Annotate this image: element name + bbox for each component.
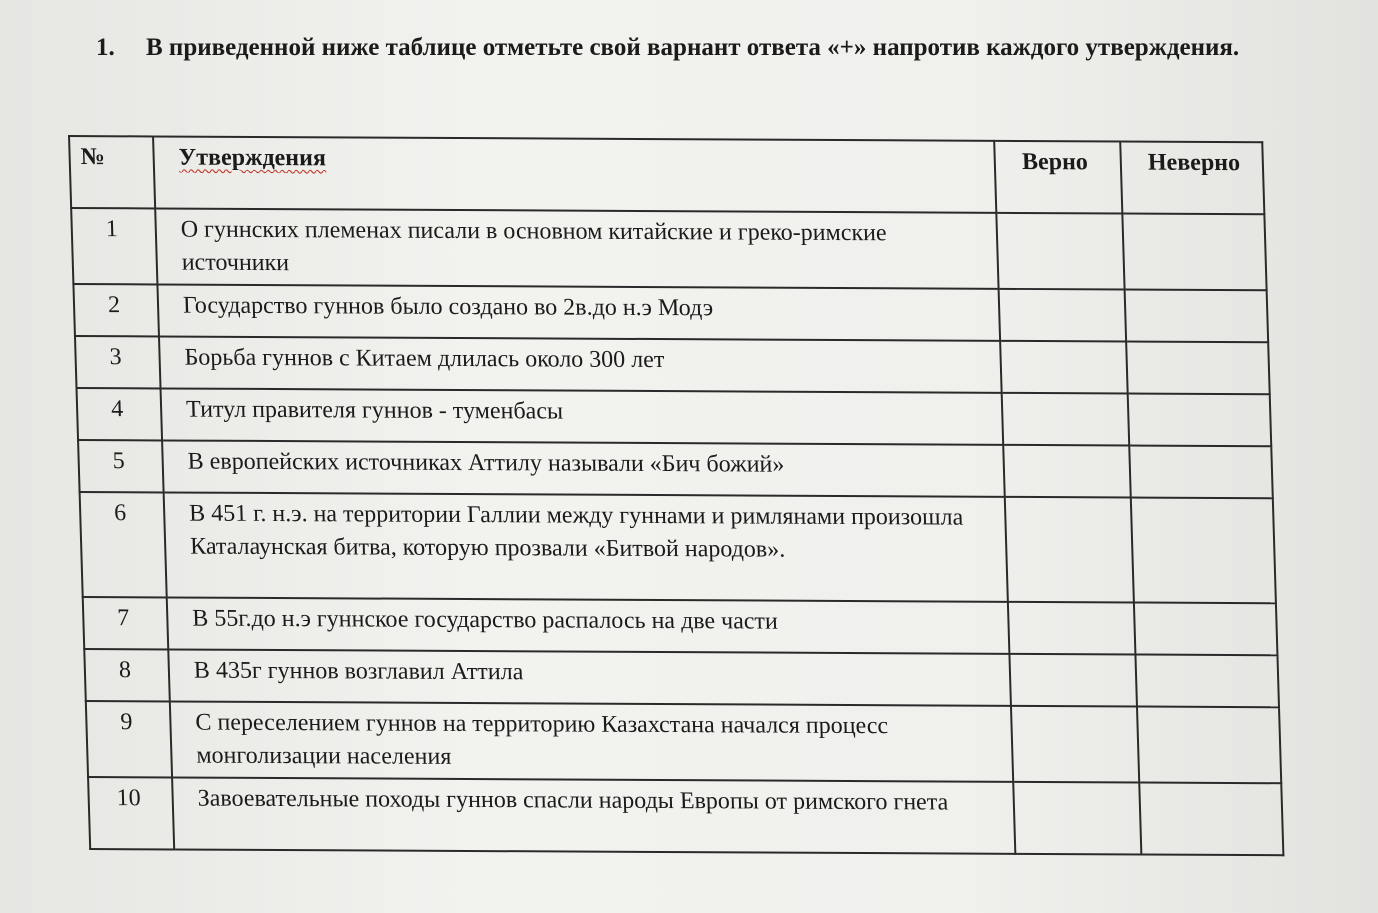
row-true-cell[interactable] <box>1013 782 1141 855</box>
row-statement: В 451 г. н.э. на территории Галлии между гуннами и римлянами произошла Каталаунская битва, которую прозвали «Битвой народов». <box>164 492 1008 601</box>
table-row <box>77 388 1272 446</box>
row-false-cell[interactable] <box>1134 603 1277 656</box>
row-true-cell[interactable] <box>999 289 1126 342</box>
answers-table <box>68 135 1284 856</box>
row-statement: Титул правителя гуннов - туменбасы <box>160 388 1003 444</box>
row-true-cell[interactable] <box>1000 341 1127 394</box>
table-row <box>75 336 1270 394</box>
row-true-cell[interactable] <box>1005 497 1134 603</box>
row-number: 7 <box>83 597 169 649</box>
row-number: 10 <box>88 777 174 849</box>
header-statements <box>153 136 996 212</box>
row-number: 9 <box>86 701 172 777</box>
row-statement: О гуннских племенах писали в основном китайские и греко-римские источники <box>155 208 999 288</box>
header-statements-label: Утверждения <box>178 144 327 172</box>
question-text: В приведенной ниже таблице отметьте свой варнант ответа «+» напротив каждого утверждения. <box>146 34 1240 61</box>
header-true: Верно <box>994 141 1122 214</box>
row-true-cell[interactable] <box>1002 393 1129 446</box>
row-false-cell[interactable] <box>1137 707 1281 784</box>
row-number: 6 <box>80 492 167 597</box>
question-number: 1. <box>96 34 115 61</box>
table-row <box>84 649 1279 707</box>
table-row <box>73 284 1268 342</box>
row-false-cell[interactable] <box>1122 214 1266 291</box>
table-row <box>88 777 1283 855</box>
row-statement: Борьба гуннов с Китаем длилась около 300 лет <box>159 336 1002 392</box>
header-number: № <box>69 136 155 208</box>
row-statement: С переселением гуннов на территорию Казахстана начался процесс монголизации населения <box>170 701 1014 781</box>
row-true-cell[interactable] <box>1011 706 1139 783</box>
row-statement: В европейских источниках Аттилу называли «Бич божий» <box>162 440 1005 496</box>
row-statement: В 435г гуннов возглавил Аттила <box>168 649 1011 705</box>
row-true-cell[interactable] <box>1010 654 1137 707</box>
row-number: 2 <box>73 284 159 336</box>
table-row <box>80 492 1276 603</box>
table-header-row <box>69 136 1264 214</box>
row-statement: В 55г.до н.э гуннское государство распалось на две части <box>167 597 1010 653</box>
row-false-cell[interactable] <box>1128 394 1271 447</box>
row-number: 5 <box>78 440 164 492</box>
row-number: 4 <box>77 388 163 440</box>
row-false-cell[interactable] <box>1139 782 1283 855</box>
table-row <box>78 440 1273 498</box>
row-true-cell[interactable] <box>1003 445 1130 498</box>
table-row <box>71 208 1266 290</box>
row-false-cell[interactable] <box>1126 342 1269 395</box>
header-false: Неверно <box>1120 142 1264 215</box>
row-false-cell[interactable] <box>1129 446 1272 499</box>
row-false-cell[interactable] <box>1136 655 1279 708</box>
row-statement: Завоевательные походы гуннов спасли народы Европы от римского гнета <box>172 777 1015 853</box>
row-true-cell[interactable] <box>1008 602 1135 655</box>
row-false-cell[interactable] <box>1125 290 1268 343</box>
row-number: 8 <box>84 649 170 701</box>
row-true-cell[interactable] <box>996 213 1124 290</box>
table-row <box>86 701 1281 783</box>
row-number: 3 <box>75 336 161 388</box>
row-false-cell[interactable] <box>1131 498 1276 604</box>
row-statement: Государство гуннов было создано во 2в.до н.э Модэ <box>157 284 1000 340</box>
row-number: 1 <box>71 208 157 284</box>
table-row <box>83 597 1278 655</box>
